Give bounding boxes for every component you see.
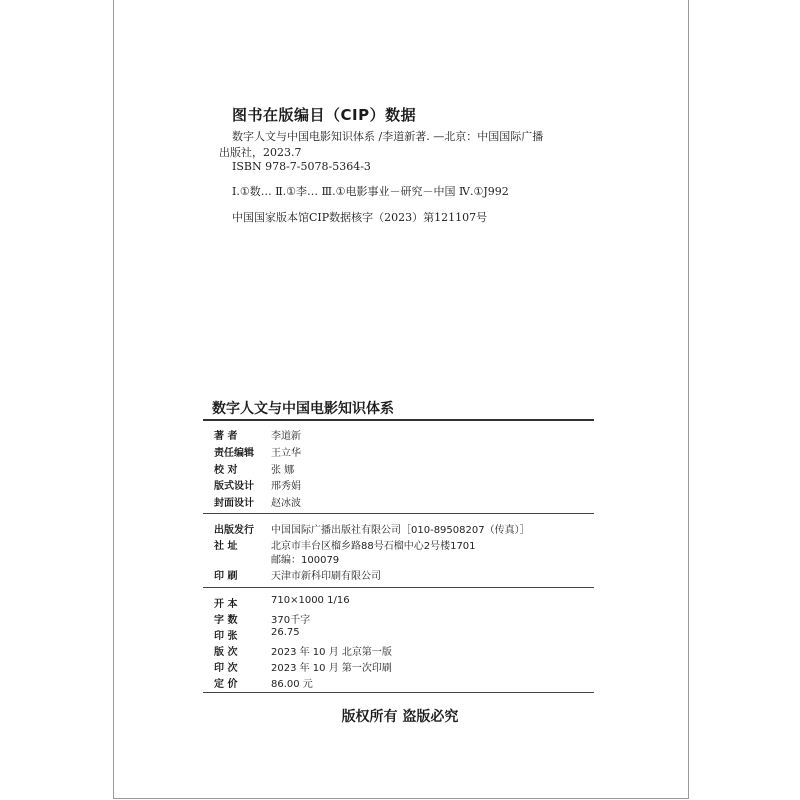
cip-isbn: ISBN 978-7-5078-5364-3: [232, 160, 371, 173]
cip-line-1: 数字人文与中国电影知识体系 /李道新著. —北京：中国国际广播: [232, 130, 544, 143]
spec-label: 定 价: [214, 679, 238, 690]
staff-value: 邢秀娟: [271, 481, 301, 492]
staff-label: 版式设计: [214, 481, 254, 492]
book-title: 数字人文与中国电影知识体系: [212, 401, 394, 417]
publisher-value: 邮编：100079: [271, 555, 340, 566]
staff-label: 封面设计: [214, 498, 254, 509]
publisher-value: 中国国际广播出版社有限公司［010-89508207（传真）］: [271, 525, 530, 536]
cip-verification: 中国国家版本馆CIP数据核字（2023）第121107号: [232, 211, 488, 224]
publisher-label: 印 刷: [214, 571, 238, 582]
cip-classification: Ⅰ.①数… Ⅱ.①李… Ⅲ.①电影事业－研究－中国 Ⅳ.①J992: [232, 185, 509, 198]
cip-title: 图书在版编目（CIP）数据: [232, 106, 417, 124]
spec-label: 印 张: [214, 631, 238, 642]
spec-value: 370千字: [271, 615, 311, 626]
staff-label: 责任编辑: [214, 448, 254, 459]
divider: [203, 419, 594, 421]
divider: [203, 692, 594, 693]
copyright-notice: 版权所有 盗版必究: [341, 709, 459, 725]
divider: [203, 513, 594, 514]
staff-value: 张 娜: [271, 465, 295, 476]
divider: [203, 587, 594, 588]
publisher-value: 天津市新科印刷有限公司: [271, 571, 381, 582]
staff-label: 著 者: [214, 431, 238, 442]
publisher-label: 社 址: [214, 541, 238, 552]
spec-value: 2023 年 10 月 北京第一版: [271, 647, 392, 658]
staff-value: 赵冰波: [271, 498, 301, 509]
publisher-label: 出版发行: [214, 525, 254, 536]
spec-value: 86.00 元: [271, 679, 313, 690]
cip-line-2: 出版社，2023.7: [219, 146, 302, 159]
staff-value: 李道新: [271, 431, 301, 442]
spec-label: 印 次: [214, 663, 238, 674]
spec-value: 710×1000 1/16: [271, 595, 350, 606]
spec-value: 2023 年 10 月 第一次印刷: [271, 663, 392, 674]
staff-value: 王立华: [271, 448, 301, 459]
spec-label: 开 本: [214, 599, 238, 610]
staff-label: 校 对: [214, 465, 238, 476]
spec-value: 26.75: [271, 627, 300, 638]
publisher-value: 北京市丰台区榴乡路88号石榴中心2号楼1701: [271, 541, 476, 552]
spec-label: 字 数: [214, 615, 238, 626]
spec-label: 版 次: [214, 647, 238, 658]
